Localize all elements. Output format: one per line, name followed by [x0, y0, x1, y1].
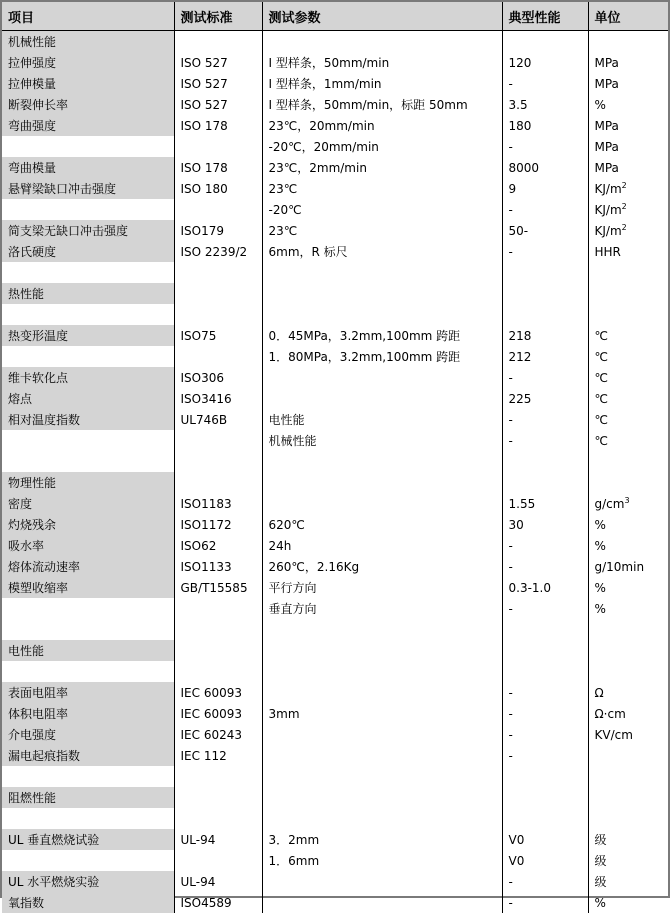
cell-item: 模塑收缩率	[2, 577, 174, 598]
cell-item: 介电强度	[2, 724, 174, 745]
cell-params: 3mm	[262, 703, 502, 724]
cell-unit: ℃	[588, 346, 668, 367]
cell-standard: ISO 178	[174, 115, 262, 136]
spacer-cell	[2, 808, 174, 829]
spacer-cell	[174, 808, 262, 829]
table-row	[2, 430, 668, 451]
cell-standard: ISO 178	[174, 157, 262, 178]
cell-typical-value: -	[502, 892, 588, 913]
cell-item: 氧指数	[2, 892, 174, 913]
cell-params: 机械性能	[262, 430, 502, 451]
cell-item: 简支梁无缺口冲击强度	[2, 220, 174, 241]
cell-item: 熔体流动速率	[2, 556, 174, 577]
section-title: 阻燃性能	[2, 787, 174, 808]
table-row	[2, 850, 668, 871]
spacer-cell	[588, 451, 668, 472]
section-row-empty-cell	[174, 787, 262, 808]
section-row-empty-cell	[262, 31, 502, 53]
cell-params: I 型样条，50mm/min，标距 50mm	[262, 94, 502, 115]
cell-standard: UL-94	[174, 871, 262, 892]
spacer-cell	[502, 808, 588, 829]
cell-item	[2, 430, 174, 451]
cell-item: 拉伸强度	[2, 52, 174, 73]
cell-standard: IEC 60243	[174, 724, 262, 745]
cell-unit: MPa	[588, 136, 668, 157]
table-row	[2, 157, 668, 178]
cell-item: 热变形温度	[2, 325, 174, 346]
cell-standard: UL-94	[174, 829, 262, 850]
table-row	[2, 220, 668, 241]
cell-unit: MPa	[588, 115, 668, 136]
spacer-cell	[2, 619, 174, 640]
cell-params: I 型样条，1mm/min	[262, 73, 502, 94]
cell-typical-value: -	[502, 136, 588, 157]
cell-unit: %	[588, 598, 668, 619]
spacer-cell	[174, 619, 262, 640]
cell-typical-value: 212	[502, 346, 588, 367]
table-row	[2, 871, 668, 892]
cell-params	[262, 724, 502, 745]
cell-params: 3．2mm	[262, 829, 502, 850]
spacer-cell	[262, 619, 502, 640]
cell-standard: IEC 60093	[174, 682, 262, 703]
cell-standard	[174, 199, 262, 220]
cell-unit: $KJ/m^2$	[588, 178, 668, 199]
cell-typical-value: -	[502, 367, 588, 388]
cell-params	[262, 682, 502, 703]
cell-typical-value: V0	[502, 850, 588, 871]
cell-standard: ISO179	[174, 220, 262, 241]
table-row	[2, 682, 668, 703]
spacer-cell	[262, 661, 502, 682]
cell-typical-value: -	[502, 598, 588, 619]
cell-unit: ℃	[588, 409, 668, 430]
cell-unit: ℃	[588, 367, 668, 388]
spacer-cell	[502, 304, 588, 325]
cell-typical-value: -	[502, 409, 588, 430]
cell-standard: ISO 527	[174, 94, 262, 115]
table-row	[2, 115, 668, 136]
section-row-empty-cell	[588, 640, 668, 661]
cell-unit: Ω·cm	[588, 703, 668, 724]
cell-typical-value: 8000	[502, 157, 588, 178]
section-row-empty-cell	[588, 787, 668, 808]
section-row	[2, 640, 668, 661]
cell-item	[2, 199, 174, 220]
table-row	[2, 409, 668, 430]
table-header	[2, 2, 668, 31]
cell-typical-value: 30	[502, 514, 588, 535]
spacer-cell	[262, 451, 502, 472]
spacer-cell	[2, 451, 174, 472]
spacer-cell	[262, 304, 502, 325]
spacer-row	[2, 766, 668, 787]
section-row-empty-cell	[262, 787, 502, 808]
section-row-empty-cell	[262, 472, 502, 493]
cell-typical-value: -	[502, 871, 588, 892]
cell-typical-value: 120	[502, 52, 588, 73]
spacer-cell	[588, 619, 668, 640]
cell-typical-value: 225	[502, 388, 588, 409]
cell-item: 弯曲强度	[2, 115, 174, 136]
spacer-row	[2, 661, 668, 682]
table-row	[2, 556, 668, 577]
cell-typical-value: -	[502, 724, 588, 745]
cell-unit: MPa	[588, 73, 668, 94]
cell-standard	[174, 598, 262, 619]
section-title: 电性能	[2, 640, 174, 661]
cell-unit: $KJ/m^2$	[588, 220, 668, 241]
table-row	[2, 73, 668, 94]
cell-standard: ISO3416	[174, 388, 262, 409]
spacer-row	[2, 262, 668, 283]
table-row	[2, 745, 668, 766]
cell-params: 6mm，R 标尺	[262, 241, 502, 262]
spacer-cell	[588, 766, 668, 787]
spacer-cell	[502, 766, 588, 787]
cell-item: 体积电阻率	[2, 703, 174, 724]
spacer-cell	[2, 304, 174, 325]
cell-params	[262, 388, 502, 409]
cell-params	[262, 493, 502, 514]
cell-unit: Ω	[588, 682, 668, 703]
cell-item: UL 垂直燃烧试验	[2, 829, 174, 850]
table-header-row	[2, 2, 668, 31]
section-row-empty-cell	[502, 787, 588, 808]
cell-item: 漏电起痕指数	[2, 745, 174, 766]
cell-typical-value: 50-	[502, 220, 588, 241]
cell-standard: ISO1172	[174, 514, 262, 535]
table-row	[2, 241, 668, 262]
spacer-row	[2, 451, 668, 472]
cell-unit: %	[588, 94, 668, 115]
cell-item	[2, 346, 174, 367]
section-row-empty-cell	[174, 31, 262, 53]
cell-unit: KV/cm	[588, 724, 668, 745]
cell-standard: ISO306	[174, 367, 262, 388]
cell-item: 相对温度指数	[2, 409, 174, 430]
section-row	[2, 283, 668, 304]
column-header-standard: 测试标准	[174, 2, 262, 31]
cell-unit: MPa	[588, 52, 668, 73]
table-row	[2, 724, 668, 745]
spacer-row	[2, 304, 668, 325]
cell-standard: IEC 60093	[174, 703, 262, 724]
spacer-cell	[502, 451, 588, 472]
section-row-empty-cell	[262, 640, 502, 661]
cell-item: 吸水率	[2, 535, 174, 556]
table-row	[2, 535, 668, 556]
cell-params: 260℃，2.16Kg	[262, 556, 502, 577]
spacer-cell	[2, 766, 174, 787]
section-row-empty-cell	[262, 283, 502, 304]
cell-standard	[174, 136, 262, 157]
cell-item	[2, 850, 174, 871]
cell-params: 23℃，20mm/min	[262, 115, 502, 136]
cell-standard	[174, 346, 262, 367]
cell-unit: %	[588, 577, 668, 598]
cell-params: -20℃	[262, 199, 502, 220]
spacer-cell	[502, 619, 588, 640]
cell-standard: ISO75	[174, 325, 262, 346]
spacer-cell	[174, 262, 262, 283]
cell-item: UL 水平燃烧实验	[2, 871, 174, 892]
table-row	[2, 136, 668, 157]
cell-typical-value: -	[502, 703, 588, 724]
cell-unit: ℃	[588, 325, 668, 346]
cell-params: 23℃，2mm/min	[262, 157, 502, 178]
cell-params: I 型样条，50mm/min	[262, 52, 502, 73]
table-row	[2, 514, 668, 535]
cell-typical-value: -	[502, 241, 588, 262]
cell-unit: ℃	[588, 388, 668, 409]
material-spec-table	[2, 2, 668, 913]
cell-params	[262, 892, 502, 913]
cell-standard: ISO1133	[174, 556, 262, 577]
column-header-unit: 单位	[588, 2, 668, 31]
cell-typical-value: -	[502, 199, 588, 220]
cell-typical-value: -	[502, 73, 588, 94]
section-row-empty-cell	[174, 472, 262, 493]
section-row-empty-cell	[588, 283, 668, 304]
cell-item: 密度	[2, 493, 174, 514]
cell-standard: ISO 527	[174, 52, 262, 73]
spacer-row	[2, 619, 668, 640]
cell-params	[262, 745, 502, 766]
cell-params	[262, 871, 502, 892]
cell-typical-value: -	[502, 682, 588, 703]
section-row-empty-cell	[174, 640, 262, 661]
cell-item: 悬臂梁缺口冲击强度	[2, 178, 174, 199]
cell-typical-value: -	[502, 535, 588, 556]
table-body	[2, 31, 668, 913]
cell-typical-value: 9	[502, 178, 588, 199]
cell-standard: ISO 2239/2	[174, 241, 262, 262]
spacer-cell	[502, 262, 588, 283]
cell-unit: 级	[588, 850, 668, 871]
table-row	[2, 94, 668, 115]
section-row-empty-cell	[174, 283, 262, 304]
spacer-cell	[174, 451, 262, 472]
table-row	[2, 703, 668, 724]
cell-typical-value: -	[502, 745, 588, 766]
cell-item: 熔点	[2, 388, 174, 409]
section-row	[2, 787, 668, 808]
cell-item: 断裂伸长率	[2, 94, 174, 115]
cell-item: 灼烧残余	[2, 514, 174, 535]
cell-item: 维卡软化点	[2, 367, 174, 388]
cell-unit: ℃	[588, 430, 668, 451]
cell-unit: %	[588, 535, 668, 556]
cell-unit: %	[588, 514, 668, 535]
table-row	[2, 493, 668, 514]
spacer-cell	[588, 304, 668, 325]
cell-params: -20℃，20mm/min	[262, 136, 502, 157]
spacer-cell	[262, 262, 502, 283]
section-row-empty-cell	[502, 472, 588, 493]
table-row	[2, 367, 668, 388]
cell-standard: ISO4589	[174, 892, 262, 913]
cell-params: 平行方向	[262, 577, 502, 598]
table-row	[2, 892, 668, 913]
cell-params	[262, 367, 502, 388]
section-title: 热性能	[2, 283, 174, 304]
cell-item: 弯曲模量	[2, 157, 174, 178]
cell-unit: MPa	[588, 157, 668, 178]
section-title: 物理性能	[2, 472, 174, 493]
table-row	[2, 829, 668, 850]
cell-params: 23℃	[262, 220, 502, 241]
cell-item: 表面电阻率	[2, 682, 174, 703]
column-header-params: 测试参数	[262, 2, 502, 31]
cell-standard: ISO 180	[174, 178, 262, 199]
spacer-cell	[588, 808, 668, 829]
column-header-item: 项目	[2, 2, 174, 31]
cell-unit: $g/cm^3$	[588, 493, 668, 514]
section-title: 机械性能	[2, 31, 174, 53]
table-row	[2, 52, 668, 73]
cell-params: 电性能	[262, 409, 502, 430]
cell-standard: ISO 527	[174, 73, 262, 94]
spacer-cell	[502, 661, 588, 682]
spacer-cell	[588, 661, 668, 682]
cell-standard	[174, 430, 262, 451]
spacer-cell	[588, 262, 668, 283]
spacer-cell	[174, 661, 262, 682]
cell-unit: g/10min	[588, 556, 668, 577]
cell-typical-value: 3.5	[502, 94, 588, 115]
spacer-cell	[262, 808, 502, 829]
cell-unit: 级	[588, 829, 668, 850]
section-row-empty-cell	[502, 283, 588, 304]
spacer-cell	[2, 661, 174, 682]
section-row-empty-cell	[588, 31, 668, 53]
cell-unit: 级	[588, 871, 668, 892]
cell-unit	[588, 745, 668, 766]
cell-params: 23℃	[262, 178, 502, 199]
cell-typical-value: 180	[502, 115, 588, 136]
cell-params: 620℃	[262, 514, 502, 535]
section-row	[2, 31, 668, 53]
spacer-cell	[262, 766, 502, 787]
table-row	[2, 346, 668, 367]
cell-item	[2, 598, 174, 619]
cell-standard: UL746B	[174, 409, 262, 430]
cell-typical-value: 218	[502, 325, 588, 346]
cell-typical-value: -	[502, 430, 588, 451]
cell-typical-value: 0.3-1.0	[502, 577, 588, 598]
cell-standard: ISO1183	[174, 493, 262, 514]
table-row	[2, 325, 668, 346]
cell-typical-value: 1.55	[502, 493, 588, 514]
cell-params: 1．6mm	[262, 850, 502, 871]
cell-params: 0．45MPa，3.2mm,100mm 跨距	[262, 325, 502, 346]
cell-typical-value: V0	[502, 829, 588, 850]
spacer-cell	[2, 262, 174, 283]
cell-item: 拉伸模量	[2, 73, 174, 94]
cell-standard	[174, 850, 262, 871]
section-row-empty-cell	[502, 31, 588, 53]
spacer-cell	[174, 766, 262, 787]
table-row	[2, 577, 668, 598]
table-row	[2, 388, 668, 409]
spacer-row	[2, 808, 668, 829]
section-row-empty-cell	[588, 472, 668, 493]
spacer-cell	[174, 304, 262, 325]
cell-unit: $KJ/m^2$	[588, 199, 668, 220]
table-row	[2, 178, 668, 199]
cell-standard: GB/T15585	[174, 577, 262, 598]
column-header-typical-value: 典型性能	[502, 2, 588, 31]
cell-unit: %	[588, 892, 668, 913]
table-row	[2, 199, 668, 220]
cell-standard: ISO62	[174, 535, 262, 556]
cell-params: 1．80MPa，3.2mm,100mm 跨距	[262, 346, 502, 367]
section-row-empty-cell	[502, 640, 588, 661]
cell-item	[2, 136, 174, 157]
cell-standard: IEC 112	[174, 745, 262, 766]
section-row	[2, 472, 668, 493]
cell-params: 24h	[262, 535, 502, 556]
cell-unit: HHR	[588, 241, 668, 262]
table-row	[2, 598, 668, 619]
cell-typical-value: -	[502, 556, 588, 577]
cell-item: 洛氏硬度	[2, 241, 174, 262]
cell-params: 垂直方向	[262, 598, 502, 619]
